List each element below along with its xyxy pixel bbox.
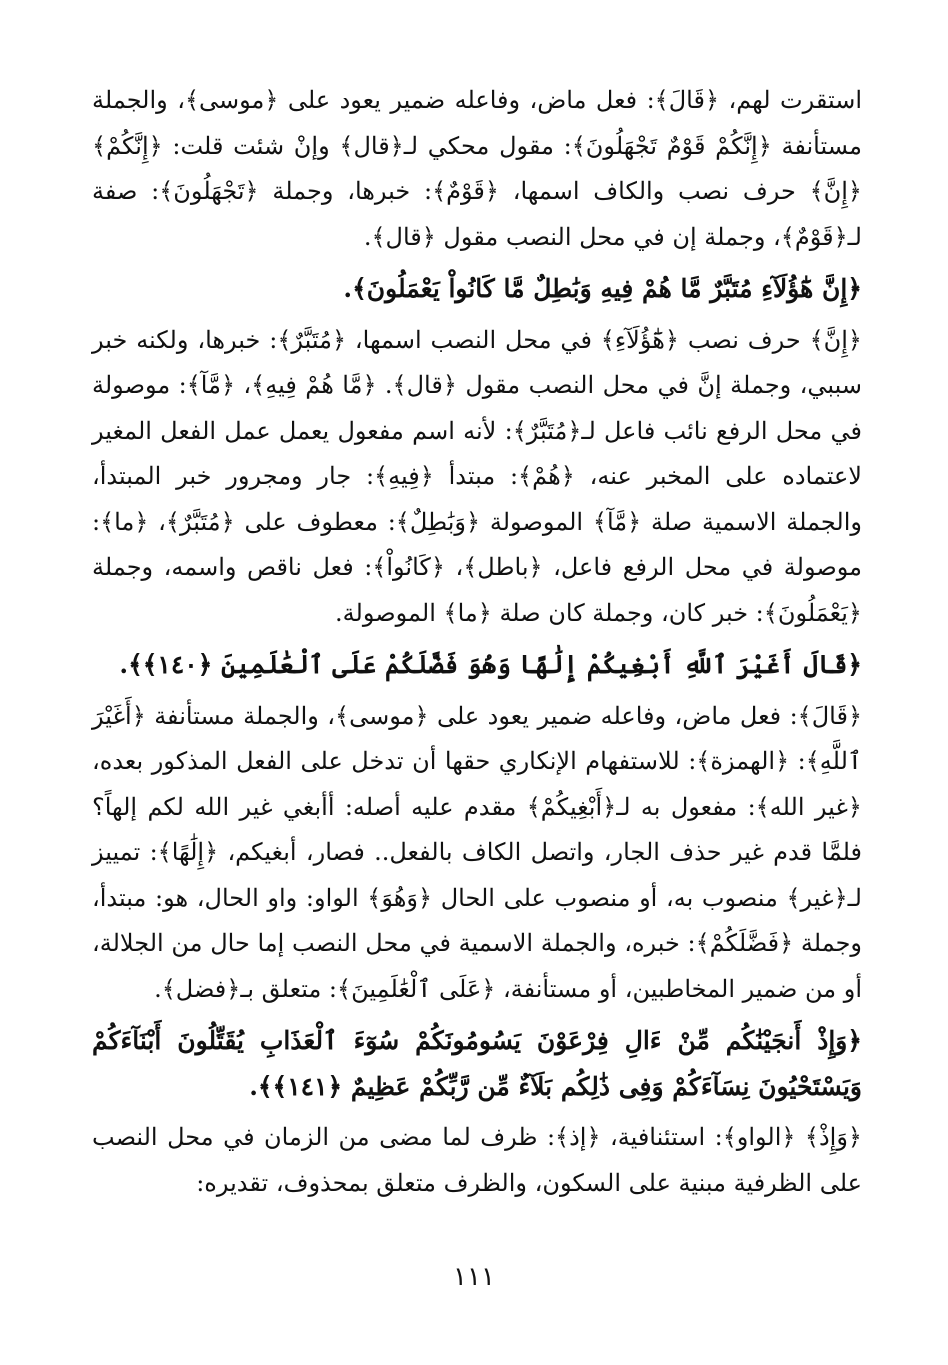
verse-3: ﴿وَإِذْ أَنجَيْنَٰكُم مِّنْ ءَالِ فِرْعَوْنَ يَسُومُونَكُمْ سُوٓءَ ٱلْعَذَابِ يُقَتِّلُونَ أَبْنَآءَكُمْ وَيَسْتَحْيُونَ نِسَآءَكُمْ وَفِى ذَٰلِكُم بَلَآءٌ مِّن رَّبِّكُمْ عَظِيمٌ ﴿١٤١﴾﴾.: [92, 1026, 862, 1101]
page-number: ١١١: [453, 1262, 495, 1292]
verse-1: ﴿إِنَّ هَٰٓؤُلَآءِ مُتَبَّرٌ مَّا هُمْ فِيهِ وَبَٰطِلٌ مَّا كَانُواْ يَعْمَلُونَ﴾.: [343, 274, 862, 303]
paragraph-1: استقرت لهم، ﴿قَالَ﴾: فعل ماض، وفاعله ضمير يعود على ﴿موسى﴾، والجملة مستأنفة ﴿إِنَّكُمْ قَوْمٌ تَجْهَلُونَ﴾: مقول محكي لـ﴿قال﴾ وإنْ شئت قلت: ﴿إِنَّكُمْ﴾ ﴿إِنَّ﴾ حرف نصب والكاف اسمها، ﴿قَوْمٌ﴾: خبرها، وجملة ﴿تَجْهَلُونَ﴾: صفة لـ﴿قَوْمٌ﴾، وجملة إن في محل النصب مقول ﴿قال﴾.: [92, 86, 862, 251]
paragraph-4: ﴿وَإِذْ﴾ ﴿الواو﴾: استئنافية، ﴿إذ﴾: ظرف لما مضى من الزمان في محل النصب على الظرفية مبنية على السكون، والظرف متعلق بمحذوف، تقديره:: [92, 1123, 862, 1197]
paragraph-2: ﴿إِنَّ﴾ حرف نصب ﴿هَٰٓؤُلَآءِ﴾ في محل النصب اسمها، ﴿مُتَبَّرٌ﴾: خبرها، ولكنه خبر سببي، وجملة إنَّ في محل النصب مقول ﴿قال﴾. ﴿مَّا هُمْ فِيهِ﴾، ﴿مَّآ﴾: موصولة في محل الرفع نائب فاعل لـ﴿مُتَبَّرٌ﴾: لأنه اسم مفعول يعمل عمل الفعل المغير لاعتماده على المخبر عنه، ﴿هُمْ﴾: مبتدأ ﴿فِيهِ﴾: جار ومجرور خبر المبتدأ، والجملة الاسمية صلة ﴿مَّآ﴾ الموصولة ﴿وَبَٰطِلٌ﴾: معطوف على ﴿مُتَبَّرٌ﴾، ﴿ما﴾: موصولة في محل الرفع فاعل، ﴿باطل﴾، ﴿كَانُواْ﴾: فعل ناقص واسمه، وجملة ﴿يَعْمَلُونَ﴾: خبر كان، وجملة كان صلة ﴿ما﴾ الموصولة.: [92, 325, 862, 627]
paragraph-3: ﴿قَالَ﴾: فعل ماض، وفاعله ضمير يعود على ﴿موسى﴾، والجملة مستأنفة ﴿أَغَيْرَ ٱللَّهِ﴾: ﴿الهمزة﴾: للاستفهام الإنكاري حقها أن تدخل على الفعل المذكور بعده، ﴿غير الله﴾: مفعول به لـ﴿أَبْغِيكُمْ﴾ مقدم عليه أصله: أأبغي غير الله لكم إلهاً؟ فلمَّا قدم غير حذف الجار، واتصل الكاف بالفعل.. فصار، أبغيكم، ﴿إِلَٰهًا﴾: تمييز لـ﴿غير﴾ منصوب به، أو منصوب على الحال ﴿وَهُوَ﴾ الواو: واو الحال، هو: مبتدأ، وجملة ﴿فَضَّلَكُمْ﴾: خبره، والجملة الاسمية في محل النصب إما حال من الجلالة، أو من ضمير المخاطبين، أو مستأنفة، ﴿عَلَى ٱلْعَٰلَمِينَ﴾: متعلق بـ﴿فضل﴾.: [92, 701, 862, 1003]
page-body: [92, 78, 862, 1206]
verse-2: ﴿قَالَ أَغَيْرَ ٱللَّهِ أَبْغِيكُمْ إِلَٰهًا وَهُوَ فَضَّلَكُمْ عَلَى ٱلْعَٰلَمِينَ ﴿١٤٠﴾﴾.: [119, 650, 862, 679]
